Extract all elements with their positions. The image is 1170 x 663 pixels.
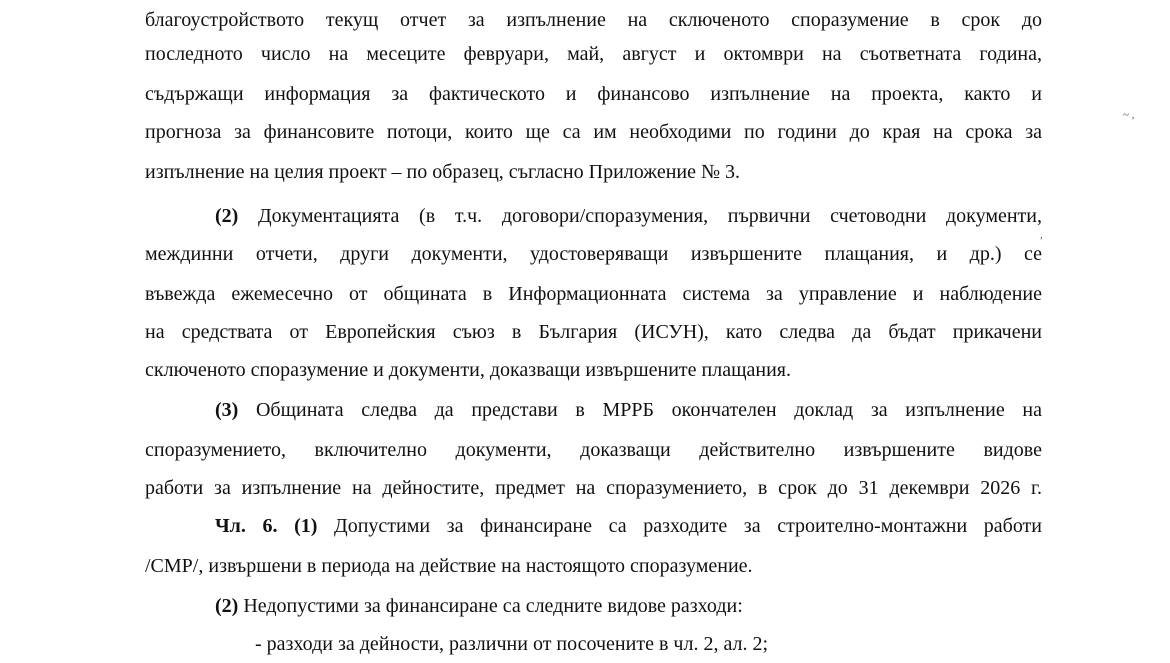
text-line: на средствата от Европейския съюз в България (ИСУН), като следва да бъдат прикачени bbox=[145, 321, 1042, 343]
text-line: сключеното споразумение и документи, доказващи извършените плащания. bbox=[145, 359, 791, 381]
text-line: съдържащи информация за фактическото и финансово изпълнение на проекта, както и bbox=[145, 83, 1042, 105]
text-line: последното число на месеците февруари, май, август и октомври на съответната година, bbox=[145, 43, 1042, 65]
text-span: Общината следва да представи в МРРБ окончателен доклад за изпълнение на bbox=[238, 399, 1042, 421]
bullet-item: - разходи за дейности, различни от посочените в чл. 2, ал. 2; bbox=[255, 633, 769, 655]
paragraph-6-2-line bbox=[215, 592, 1042, 620]
text-line: /СМР/, извършени в периода на действие на настоящото споразумение. bbox=[145, 555, 753, 577]
paragraph-2-first-line bbox=[215, 202, 1042, 230]
paragraph-3-first-line bbox=[215, 396, 1042, 424]
scan-speck: , bbox=[1040, 229, 1043, 241]
text-line: благоустройството текущ отчет за изпълнение на сключеното споразумение в срок до bbox=[145, 9, 1042, 31]
text-span: Документацията (в т.ч. договори/споразумения, първични счетоводни документи, bbox=[238, 205, 1042, 227]
text-span: Недопустими за финансиране са следните видове разходи: bbox=[238, 595, 743, 617]
text-line: изпълнение на целия проект – по образец, съгласно Приложение № 3. bbox=[145, 161, 741, 183]
paragraph-number: (3) bbox=[215, 399, 239, 421]
paragraph-number: (2) bbox=[215, 205, 239, 227]
article-6-first-line bbox=[215, 512, 1042, 540]
text-line: междинни отчети, други документи, удостоверяващи извършените плащания, и др.) се bbox=[145, 243, 1042, 265]
text-line: споразумението, включително документи, доказващи действително извършените видове bbox=[145, 439, 1042, 461]
article-number: Чл. 6. (1) bbox=[215, 515, 318, 537]
scan-speck: ~ , bbox=[1123, 109, 1135, 121]
text-line: въвежда ежемесечно от общината в Информационната система за управление и наблюдение bbox=[145, 283, 1042, 305]
text-span: Допустими за финансиране са разходите за строително-монтажни работи bbox=[317, 515, 1042, 537]
paragraph-number: (2) bbox=[215, 595, 239, 617]
text-line: работи за изпълнение на дейностите, предмет на споразумението, в срок до 31 декември 2026 г. bbox=[145, 477, 1042, 499]
text-line: прогноза за финансовите потоци, които ще са им необходими по години до края на срока за bbox=[145, 121, 1042, 143]
